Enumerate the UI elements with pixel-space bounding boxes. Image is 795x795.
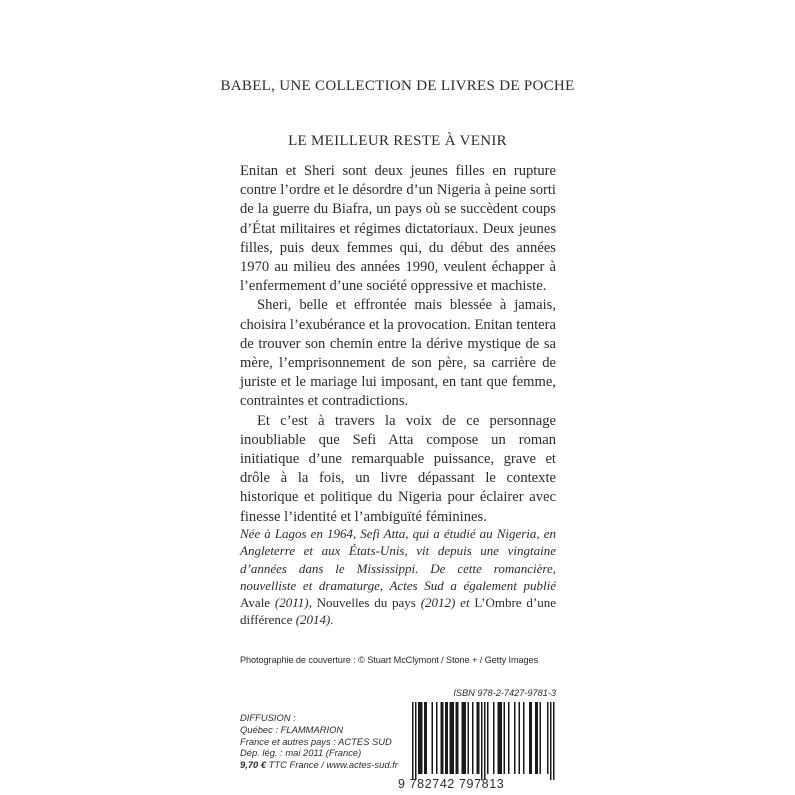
barcode-bar	[456, 702, 458, 774]
barcode-bar	[484, 702, 486, 780]
barcode-bar	[465, 702, 467, 774]
photo-credit: Photographie de couverture : © Stuart McClymont / Stone + / Getty Images	[240, 655, 539, 665]
bio-text-1: Née à Lagos en 1964, Sefi Atta, qui a étudié au Nigeria, en Angleterre et aux États-Unis, vit depuis une vingtaine d’années dans le Mississippi. De cette romancière, nouvelliste et dramaturge, Actes Sud a également publié	[240, 526, 556, 593]
bio-text-2: (2011),	[270, 595, 317, 611]
diffusion-block	[240, 712, 398, 771]
barcode-bar	[418, 702, 420, 774]
diffusion-heading: DIFFUSION :	[240, 712, 296, 723]
depot-legal: Dép. lég. : mai 2011 (France)	[240, 747, 362, 759]
barcode-bar	[498, 702, 500, 774]
diffusion-quebec: Québec : FLAMMARION	[240, 723, 344, 735]
diffusion-france: France et autres pays : ACTES SUD	[240, 735, 392, 747]
synopsis	[240, 162, 556, 527]
barcode-bar	[441, 702, 443, 774]
barcode-bar	[472, 702, 474, 774]
barcode-bar	[436, 702, 438, 774]
barcode-bar	[453, 702, 455, 774]
barcode-bar	[481, 702, 483, 780]
barcode-bar	[420, 702, 422, 774]
barcode-bar	[463, 702, 465, 774]
barcode-bar	[412, 702, 414, 780]
barcode-bar	[445, 702, 447, 774]
barcode-bar	[535, 702, 537, 774]
synopsis-paragraph-1: Enitan et Sheri sont deux jeunes filles en rupture contre l’ordre et le désordre d’un Nigeria à peine sorti de la guerre du Biafra, un pays où se succèdent coups d’État militaires et régimes dictatoriaux. Deux jeunes filles, puis deux femmes qui, du début des années 1970 au milieu des années 1990, veulent échapper à l’enfermement d’une société oppressive et machiste.	[240, 163, 556, 295]
barcode-bar	[529, 702, 531, 774]
barcode-bar	[468, 702, 470, 774]
barcode-bar	[499, 702, 501, 774]
book-title: LE MEILLEUR RESTE À VENIR	[288, 133, 507, 149]
barcode-digits: 9 782742 797813	[398, 777, 505, 791]
barcode-bar	[508, 702, 510, 774]
barcode-bar	[547, 702, 549, 774]
barcode-bar	[550, 702, 552, 780]
barcode-bar	[523, 702, 525, 774]
barcode-bar	[462, 702, 464, 774]
bio-book-ombre: L’Ombre d’une différence	[240, 595, 556, 628]
barcode-bar	[447, 702, 449, 774]
barcode-bar	[537, 702, 539, 774]
price-line	[240, 759, 398, 771]
barcode-bar	[504, 702, 506, 774]
barcode-bar	[415, 702, 417, 780]
synopsis-paragraph-3: Et c’est à travers la voix de ce personnage inoubliable que Sefi Atta compose un roman initiatique d’une remarquable puissance, grave et drôle à la fois, un livre dépassant le contexte historique et politique du Nigeria pour éclairer avec finesse l’identité et l’ambiguïté féminines.	[240, 412, 556, 525]
barcode-bar	[426, 702, 428, 774]
isbn: ISBN 978-2-7427-9781-3	[453, 688, 556, 698]
price-amount: 9,70 €	[240, 759, 267, 771]
bio-text-3: (2012) et	[415, 595, 475, 611]
bio-text-4: (2014).	[292, 612, 334, 628]
barcode-bar	[514, 702, 516, 774]
barcode-bar	[519, 702, 521, 774]
bio-book-avale: Avale	[240, 595, 271, 611]
barcode-bar	[478, 702, 480, 774]
barcode-bar	[424, 702, 426, 774]
barcode-bar	[501, 702, 503, 774]
barcode-bar	[493, 702, 495, 774]
barcode-bar	[457, 702, 459, 774]
synopsis-paragraph-2: Sheri, belle et effrontée mais blessée à jamais, choisira l’exubérance et la provocation. Enitan tentera de trouver son chemin entre la dérive mystique de sa mère, l’emprisonnement de son père, sa carrière de juriste et le mariage lui imposant, en tant que femme, contraintes et contradictions.	[240, 297, 556, 410]
barcode-bar	[451, 702, 453, 774]
barcode-bar	[421, 702, 423, 774]
barcode-bar	[450, 702, 452, 774]
bio-book-nouvelles: Nouvelles du pays	[316, 595, 416, 611]
barcode-bar	[531, 702, 533, 774]
barcode-bar	[487, 702, 489, 774]
barcode-bar	[540, 702, 542, 774]
collection-heading: BABEL, UNE COLLECTION DE LIVRES DE POCHE	[220, 78, 575, 94]
barcode-bar	[432, 702, 434, 774]
barcode-bar	[553, 702, 555, 780]
price-rest: TTC France / www.actes-sud.fr	[266, 759, 398, 771]
barcode-bar	[477, 702, 479, 774]
author-bio	[240, 525, 556, 629]
barcode-bar	[442, 702, 444, 774]
